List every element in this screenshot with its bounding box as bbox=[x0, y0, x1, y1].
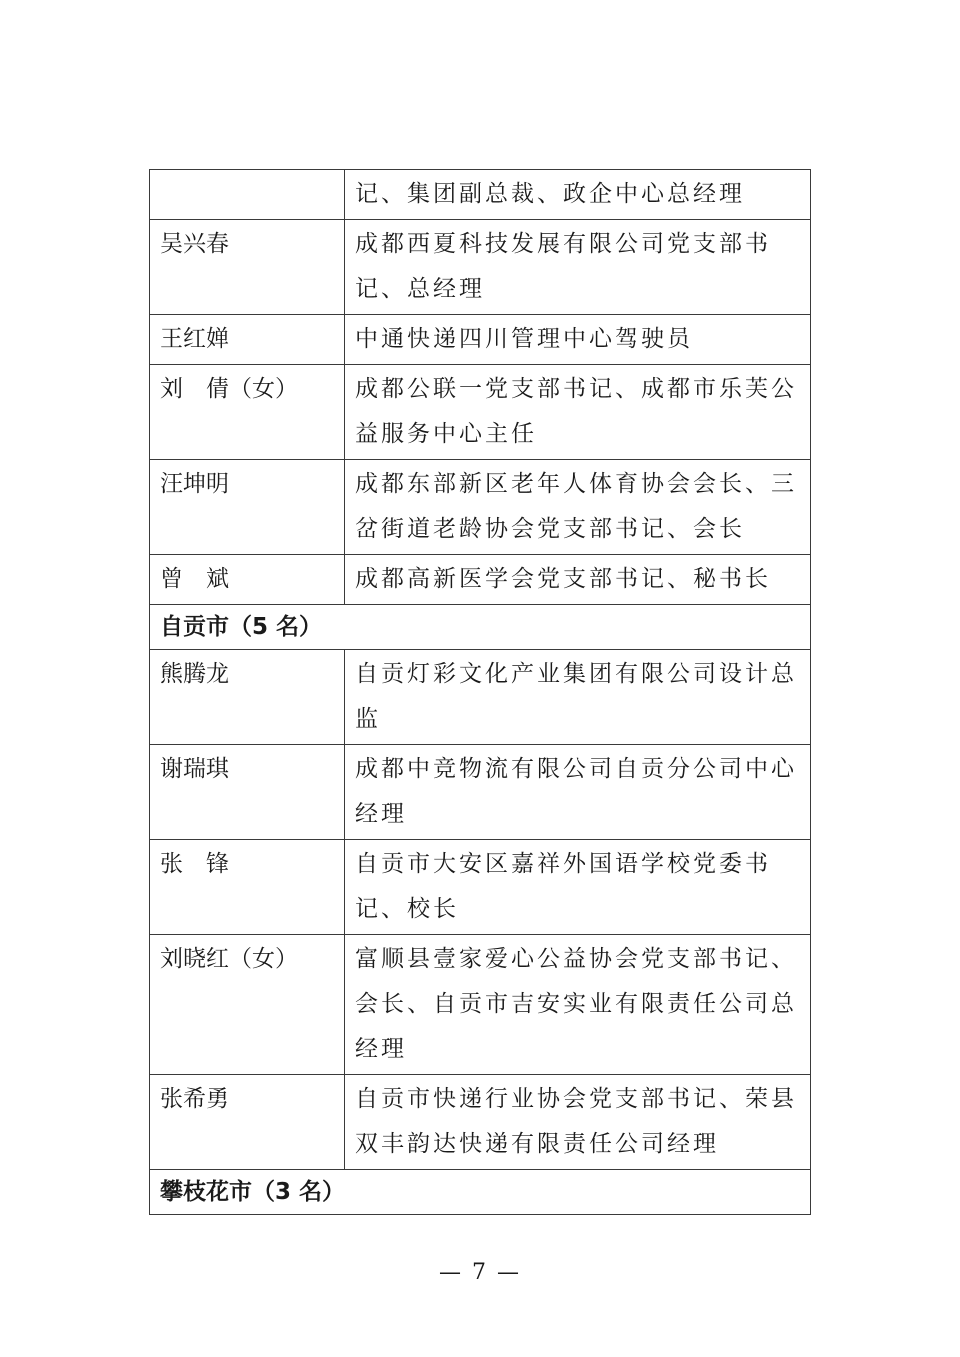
person-title: 成都公联一党支部书记、成都市乐芙公益服务中心主任 bbox=[345, 365, 811, 460]
person-name bbox=[150, 170, 345, 220]
section-row-zigong bbox=[150, 605, 811, 650]
table-row bbox=[150, 650, 811, 745]
person-name: 张希勇 bbox=[150, 1075, 345, 1170]
page-number: — 7 — bbox=[439, 1260, 521, 1285]
person-title: 成都东部新区老年人体育协会会长、三岔街道老龄协会党支部书记、会长 bbox=[345, 460, 811, 555]
person-name: 谢瑞琪 bbox=[150, 745, 345, 840]
table-row bbox=[150, 460, 811, 555]
person-name: 熊腾龙 bbox=[150, 650, 345, 745]
person-title: 自贡灯彩文化产业集团有限公司设计总监 bbox=[345, 650, 811, 745]
table-row bbox=[150, 745, 811, 840]
section-heading: 自贡市（5 名） bbox=[150, 605, 811, 650]
table-row bbox=[150, 1075, 811, 1170]
person-name: 汪坤明 bbox=[150, 460, 345, 555]
table-row bbox=[150, 840, 811, 935]
person-title: 成都中竞物流有限公司自贡分公司中心经理 bbox=[345, 745, 811, 840]
person-title: 成都西夏科技发展有限公司党支部书记、总经理 bbox=[345, 220, 811, 315]
person-title: 成都高新医学会党支部书记、秘书长 bbox=[345, 555, 811, 605]
honoree-table bbox=[149, 169, 811, 1215]
person-title: 自贡市快递行业协会党支部书记、荣县双丰韵达快递有限责任公司经理 bbox=[345, 1075, 811, 1170]
section-row-panzhihua bbox=[150, 1170, 811, 1215]
person-name: 王红婵 bbox=[150, 315, 345, 365]
person-name: 曾 斌 bbox=[150, 555, 345, 605]
person-title: 富顺县壹家爱心公益协会党支部书记、会长、自贡市吉安实业有限责任公司总经理 bbox=[345, 935, 811, 1075]
section-heading: 攀枝花市（3 名） bbox=[150, 1170, 811, 1215]
person-name: 吴兴春 bbox=[150, 220, 345, 315]
table-row bbox=[150, 365, 811, 460]
person-title: 记、集团副总裁、政企中心总经理 bbox=[345, 170, 811, 220]
person-name: 刘 倩（女） bbox=[150, 365, 345, 460]
person-title: 中通快递四川管理中心驾驶员 bbox=[345, 315, 811, 365]
table-row bbox=[150, 220, 811, 315]
table-row bbox=[150, 935, 811, 1075]
table-row bbox=[150, 315, 811, 365]
table-row bbox=[150, 170, 811, 220]
table-row bbox=[150, 555, 811, 605]
person-name: 刘晓红（女） bbox=[150, 935, 345, 1075]
person-title: 自贡市大安区嘉祥外国语学校党委书记、校长 bbox=[345, 840, 811, 935]
person-name: 张 锋 bbox=[150, 840, 345, 935]
